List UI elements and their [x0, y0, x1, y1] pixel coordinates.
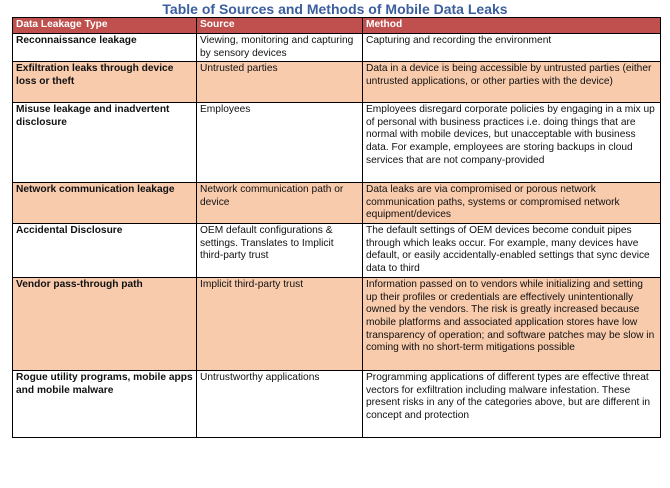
method-cell: Employees disregard corporate policies by engaging in a mix up of personal with business practices i.e. doing things that are normal with mobile devices, but unacceptable with business data. For example, employees are storing backups in cloud services that are not company-provided [363, 103, 661, 183]
table-row [13, 278, 661, 371]
leakage-type-cell: Misuse leakage and inadvertent disclosure [13, 103, 197, 183]
leakage-type-cell: Rogue utility programs, mobile apps and mobile malware [13, 371, 197, 438]
method-cell: The default settings of OEM devices become conduit pipes through which leaks occur. For example, many devices have default, or easily accidentally-enabled settings that sync device data to third [363, 224, 661, 278]
source-cell: Employees [197, 103, 363, 183]
source-cell: Network communication path or device [197, 183, 363, 224]
table-title: Table of Sources and Methods of Mobile Data Leaks [162, 1, 508, 17]
method-cell: Information passed on to vendors while initializing and setting up their profiles or credentials are effectively unintentionally owned by the vendors. The risk is greatly increased because mobile platforms and associated application stores have low transparency of operation; and software patches may be slow in coming with no short-term mitigations possible [363, 278, 661, 371]
table-row [13, 34, 661, 62]
leakage-type-cell: Accidental Disclosure [13, 224, 197, 278]
source-cell: OEM default configurations & settings. Translates to Implicit third-party trust [197, 224, 363, 278]
table-row [13, 183, 661, 224]
source-cell: Viewing, monitoring and capturing by sensory devices [197, 34, 363, 62]
method-cell: Capturing and recording the environment [363, 34, 661, 62]
source-cell: Untrusted parties [197, 62, 363, 103]
table-row [13, 224, 661, 278]
leakage-type-cell: Exfiltration leaks through device loss or theft [13, 62, 197, 103]
table-row [13, 62, 661, 103]
header-source: Source [197, 18, 363, 34]
header-data-leakage-type: Data Leakage Type [13, 18, 197, 34]
leakage-type-cell: Network communication leakage [13, 183, 197, 224]
method-cell: Data in a device is being accessible by untrusted parties (either untrusted applications, or other parties with the device) [363, 62, 661, 103]
source-cell: Implicit third-party trust [197, 278, 363, 371]
table-row [13, 103, 661, 183]
method-cell: Programming applications of different types are effective threat vectors for exfiltration including malware infestation. These present risks in any of the categories above, but are different in concept and protection [363, 371, 661, 438]
table-row [13, 371, 661, 438]
data-leaks-table [12, 17, 661, 438]
leakage-type-cell: Reconnaissance leakage [13, 34, 197, 62]
method-cell: Data leaks are via compromised or porous network communication paths, systems or compromised network equipment/devices [363, 183, 661, 224]
source-cell: Untrustworthy applications [197, 371, 363, 438]
leakage-type-cell: Vendor pass-through path [13, 278, 197, 371]
table-header-row [13, 18, 661, 34]
header-method: Method [363, 18, 661, 34]
